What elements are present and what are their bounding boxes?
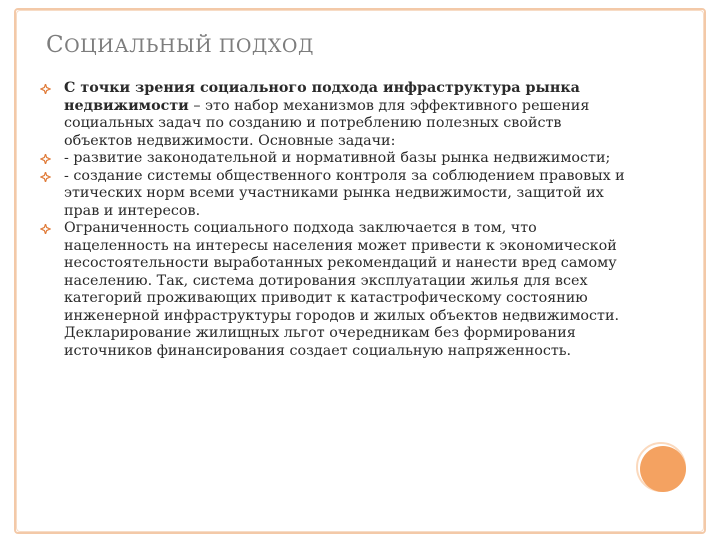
bullet-1-bold: С точки зрения социального подхода инфраструктура рынка недвижимости	[64, 80, 580, 114]
dagger-bullet-icon	[40, 172, 51, 182]
decorative-orange-circle	[640, 446, 686, 492]
bullet-item-1	[40, 80, 630, 150]
bullet-item-4	[40, 220, 630, 360]
bullet-list	[40, 80, 630, 360]
dagger-bullet-icon	[40, 154, 51, 164]
bullet-3-text: - создание системы общественного контроля за соблюдением правовых и этических норм всеми участниками рынка недвижимости, защитой их прав и интересов.	[64, 167, 625, 219]
bullet-2-text: - развитие законодательной и нормативной базы рынка недвижимости;	[64, 150, 611, 166]
dagger-bullet-icon	[40, 84, 51, 94]
bullet-1-text: – это набор механизмов для эффективного решения социальных задач по созданию и потреблению полезных свойств объектов недвижимости. Основные задачи:	[64, 97, 590, 149]
bullet-item-3	[40, 168, 630, 221]
title-first-letter: С	[46, 32, 65, 58]
slide-title	[46, 32, 314, 58]
title-rest: ОЦИАЛЬНЫЙ ПОДХОД	[64, 35, 314, 57]
dagger-bullet-icon	[40, 224, 51, 234]
bullet-4-text: Ограниченность социального подхода заключается в том, что нацеленность на интересы населения может привести к экономической несостоятельности выработанных рекомендаций и нанести вред самому населению. Так, система дотирования эксплуатации жилья для всех категорий проживающих приводит к катастрофическому состоянию инженерной инфраструктуры городов и жилых объектов недвижимости. Декларирование жилищных льгот очередникам без формирования источников финансирования создает социальную напряженность.	[64, 220, 620, 359]
bullet-item-2	[40, 150, 630, 168]
